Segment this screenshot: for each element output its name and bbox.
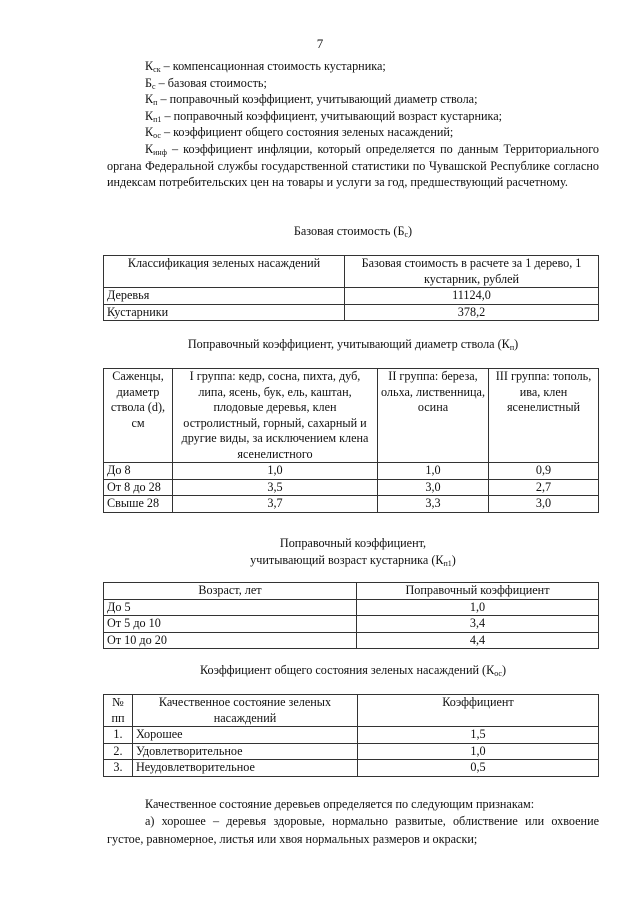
condition-header-coef: Коэффициент bbox=[358, 695, 599, 727]
table-cell: До 8 bbox=[104, 463, 173, 480]
definition-kp: $К_п$ – поправочный коэффициент, учитывающий диаметр ствола; bbox=[145, 92, 478, 108]
table-cell: Удовлетворительное bbox=[133, 743, 358, 760]
diameter-header-group1: I группа: кедр, сосна, пихта, дуб, липа, ясень, бук, ель, каштан, плодовые деревья, клен остролистный, горный, сахарный и другие виды, за исключением клена ясенелистного bbox=[173, 369, 378, 463]
table-cell: От 5 до 10 bbox=[104, 616, 357, 633]
table-row bbox=[104, 479, 599, 496]
tail-paragraph-2: а) хорошее – деревья здоровые, нормально развитые, облиствение или охвоение густое, равномерное, листья или хвоя нормальных размеров и окраски; bbox=[107, 814, 599, 846]
table-cell: 3,7 bbox=[173, 496, 378, 513]
table-cell: 1,0 bbox=[173, 463, 378, 480]
table-cell: От 8 до 28 bbox=[104, 479, 173, 496]
diameter-header-size: Саженцы, диаметр ствола (d), см bbox=[104, 369, 173, 463]
table-cell: 0,9 bbox=[489, 463, 599, 480]
diameter-header-group3: III группа: тополь, ива, клен ясенелистный bbox=[489, 369, 599, 463]
condition-table bbox=[103, 694, 599, 777]
table-cell: 3,4 bbox=[357, 616, 599, 633]
table-row bbox=[104, 743, 599, 760]
base-cost-caption: Базовая стоимость $(Б_с)$ bbox=[293, 224, 413, 239]
definition-kinf: $К_{инф}$ – коэффициент инфляции, который определяется по данным Территориального органа Федеральной службы государственной статистики по Чувашской Республике согласно индексам потребительских цен на товары и услуги за год, предшествующий расчетному. bbox=[107, 141, 599, 190]
tail-paragraph-1: Качественное состояние деревьев определяется по следующим признакам: bbox=[145, 797, 535, 811]
table-row bbox=[104, 632, 599, 649]
table-cell: 378,2 bbox=[345, 304, 599, 321]
table-cell: Деревья bbox=[104, 288, 345, 305]
table-cell: До 5 bbox=[104, 599, 357, 616]
table-row bbox=[104, 496, 599, 513]
definitions-block bbox=[107, 58, 599, 191]
table-cell: 0,5 bbox=[358, 760, 599, 777]
table-row bbox=[104, 727, 599, 744]
age-header-age: Возраст, лет bbox=[104, 583, 357, 600]
tail-text bbox=[107, 796, 599, 848]
table-cell: 11124,0 bbox=[345, 288, 599, 305]
table-cell: 4,4 bbox=[357, 632, 599, 649]
table-cell: 1,0 bbox=[358, 743, 599, 760]
table-cell: 3,0 bbox=[489, 496, 599, 513]
table-row bbox=[104, 599, 599, 616]
table-cell: 1,5 bbox=[358, 727, 599, 744]
table-cell: 3,0 bbox=[378, 479, 489, 496]
table-cell: 3,3 bbox=[378, 496, 489, 513]
table-row bbox=[104, 288, 599, 305]
base-cost-header-class: Классификация зеленых насаждений bbox=[104, 256, 345, 288]
table-cell: Свыше 28 bbox=[104, 496, 173, 513]
age-table bbox=[103, 582, 599, 649]
base-cost-table bbox=[103, 255, 599, 321]
table-cell: 1,0 bbox=[378, 463, 489, 480]
table-row bbox=[104, 304, 599, 321]
condition-caption: Коэффициент общего состояния зеленых насаждений $(К_{ос})$ bbox=[199, 663, 507, 678]
table-cell: Хорошее bbox=[133, 727, 358, 744]
table-cell: 3,5 bbox=[173, 479, 378, 496]
diameter-header-group2: II группа: береза, ольха, лиственница, осина bbox=[378, 369, 489, 463]
table-cell: Неудовлетворительное bbox=[133, 760, 358, 777]
table-cell: Кустарники bbox=[104, 304, 345, 321]
table-row bbox=[104, 760, 599, 777]
age-header-coef: Поправочный коэффициент bbox=[357, 583, 599, 600]
diameter-table bbox=[103, 368, 599, 513]
table-cell: 2. bbox=[104, 743, 133, 760]
definition-ksk: $К_{ск}$ – компенсационная стоимость кустарника; bbox=[145, 59, 386, 74]
table-cell: 1. bbox=[104, 727, 133, 744]
table-row bbox=[104, 463, 599, 480]
condition-header-state: Качественное состояние зеленых насаждений bbox=[133, 695, 358, 727]
age-caption-line1: Поправочный коэффициент, bbox=[279, 536, 427, 550]
page-number: 7 bbox=[316, 36, 324, 51]
age-caption bbox=[107, 535, 599, 569]
table-cell: 3. bbox=[104, 760, 133, 777]
definition-kos: $К_{ос}$ – коэффициент общего состояния зеленых насаждений; bbox=[145, 125, 454, 141]
diameter-caption: Поправочный коэффициент, учитывающий диаметр ствола $(К_п)$ bbox=[187, 337, 519, 352]
definition-bs: $Б_с$ – базовая стоимость; bbox=[145, 75, 267, 91]
definition-kp1: $К_{п1}$ – поправочный коэффициент, учитывающий возраст кустарника; bbox=[145, 108, 503, 124]
base-cost-header-value: Базовая стоимость в расчете за 1 дерево, 1 кустарник, рублей bbox=[345, 256, 599, 288]
table-cell: От 10 до 20 bbox=[104, 632, 357, 649]
table-row bbox=[104, 616, 599, 633]
table-cell: 2,7 bbox=[489, 479, 599, 496]
age-caption-line2: учитывающий возраст кустарника $(К_{п1})$ bbox=[250, 553, 456, 568]
table-cell: 1,0 bbox=[357, 599, 599, 616]
condition-header-num: № пп bbox=[104, 695, 133, 727]
